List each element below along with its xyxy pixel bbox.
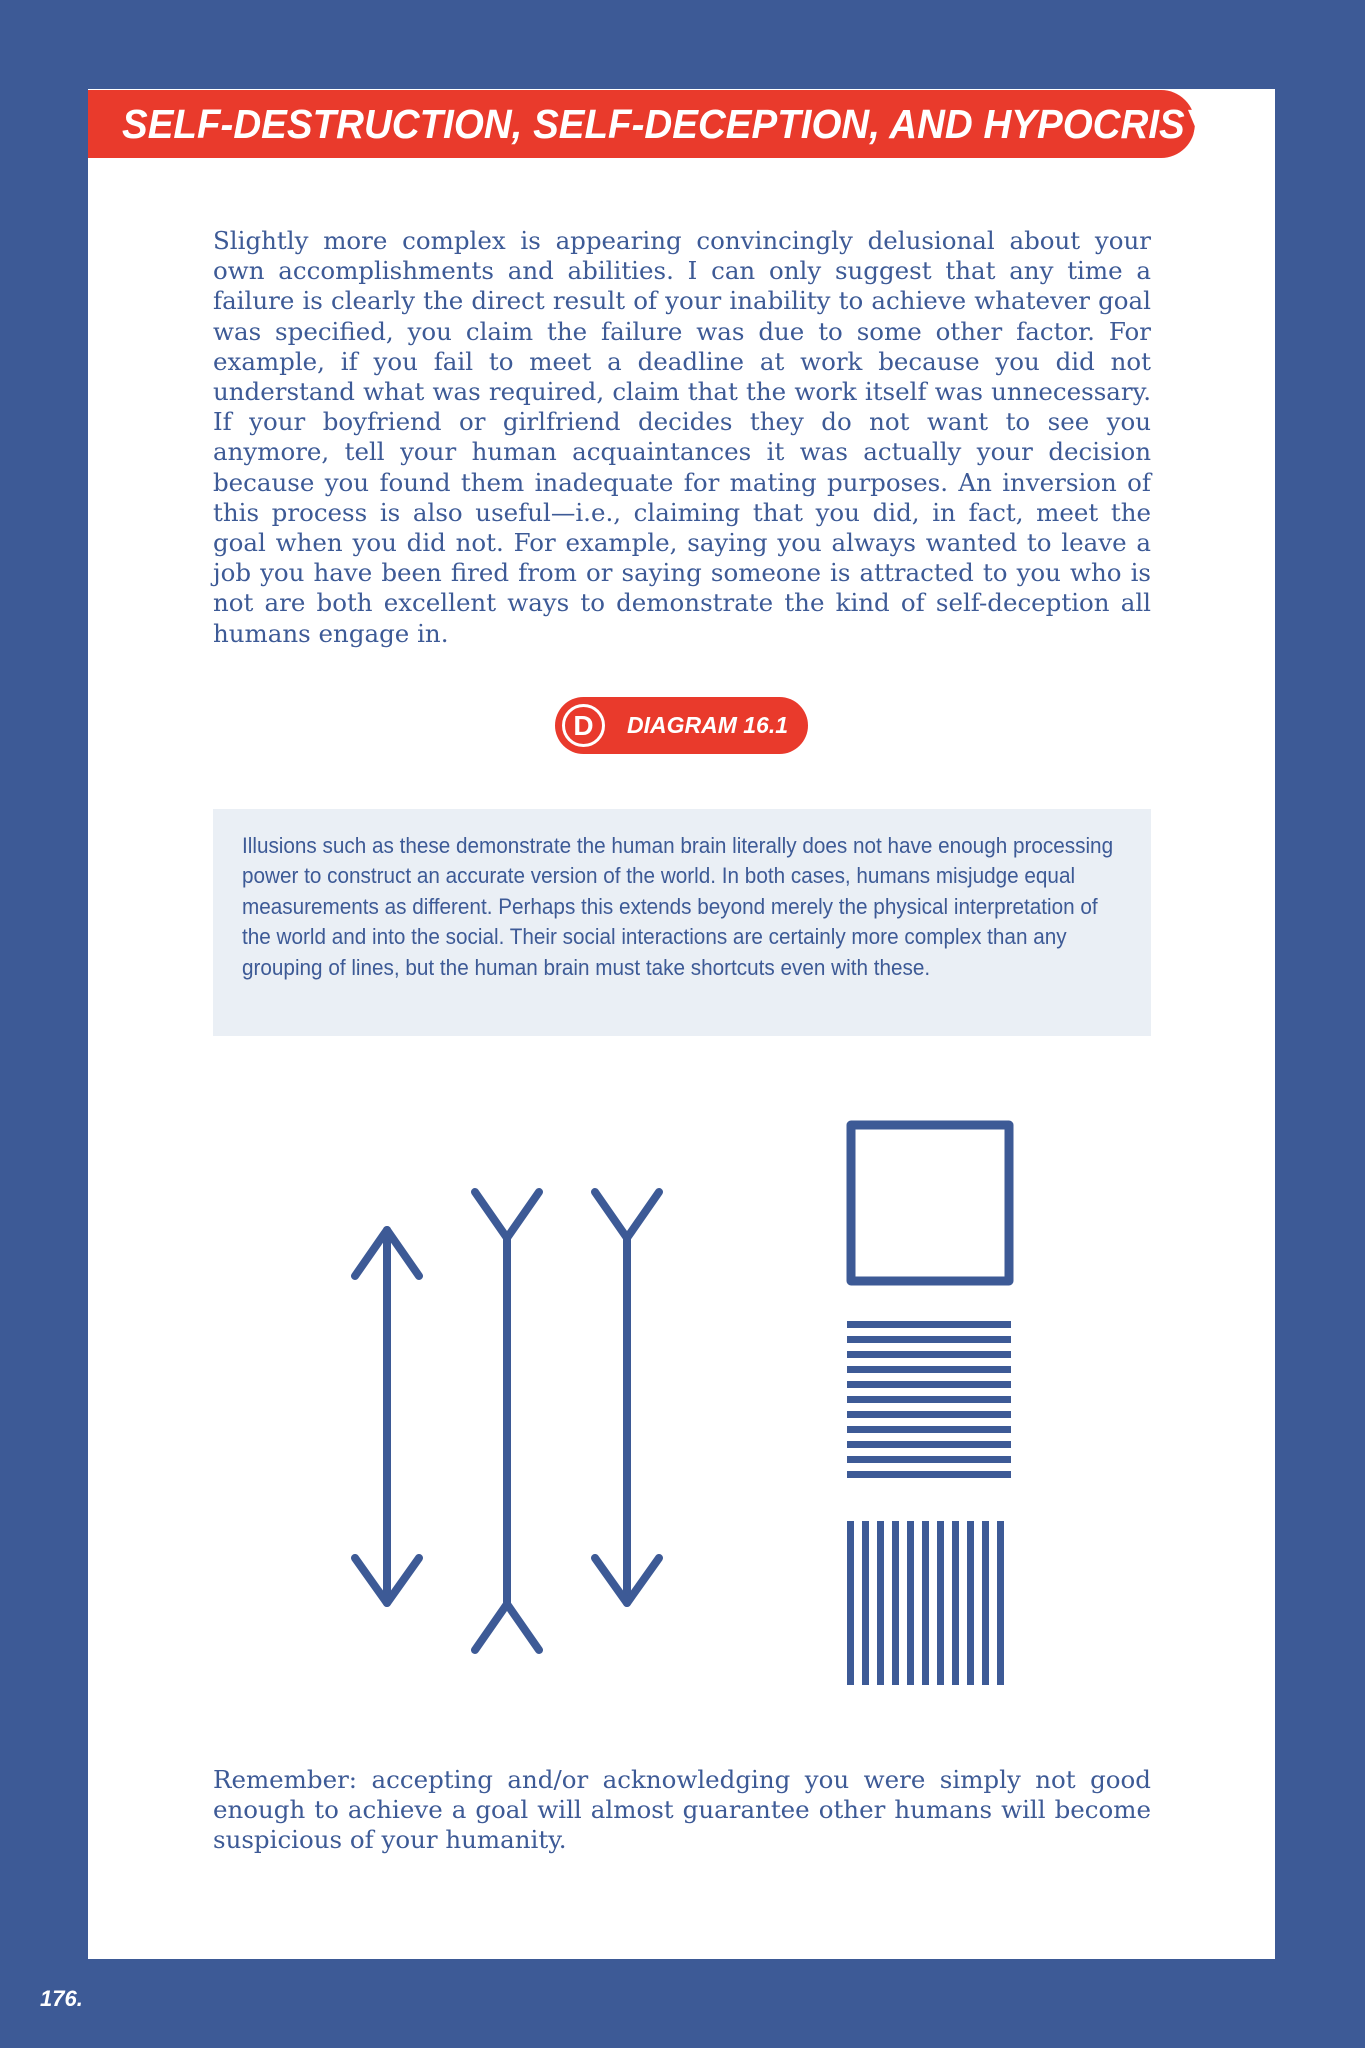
chapter-title: SELF-DESTRUCTION, SELF-DECEPTION, AND HYPOCRISY (122, 101, 1211, 147)
closing-paragraph: Remember: accepting and/or acknowledging you were simply not good enough to achieve a goal will almost guarantee other humans will become suspicious of your humanity. (213, 1765, 1151, 1855)
diagram-letter-icon: D (562, 704, 605, 747)
intro-paragraph: Slightly more complex is appearing convincingly delusional about your own accomplishments and abilities. I can only suggest that any time a failure is clearly the direct result of your inability to achieve whatever goal was specified, you claim the failure was due to some other factor. For example, if you fail to meet a deadline at work because you did not understand what was required, claim that the work itself was unnecessary. If your boyfriend or girlfriend decides they do not want to see you anymore, tell your human acquaintances it was actually your decision because you found them inadequate for mating purposes. An inversion of this process is also useful—i.e., claiming that you did, in fact, meet the goal when you did not. For example, saying you always wanted to leave a job you have been fired from or saying someone is attracted to you who is not are both excellent ways to demonstrate the kind of self-deception all humans engage in. (213, 226, 1151, 648)
muller-lyer-mixed-line (595, 1192, 659, 1603)
diagram-label: DIAGRAM 16.1 (627, 712, 789, 738)
page-number: 176. (40, 1986, 83, 2011)
horizontal-stripes-square (847, 1321, 1011, 1478)
muller-lyer-outward-arrows (355, 1230, 419, 1603)
muller-lyer-fins-line (475, 1192, 539, 1650)
outlined-square (851, 1125, 1009, 1281)
vertical-stripes-square (847, 1521, 1004, 1685)
note-text: Illusions such as these demonstrate the human brain literally does not have enough processing power to construct an accurate version of the world. In both cases, humans misjudge equal measurements as different. Perhaps this extends beyond merely the physical interpretation of the world and into the social. Their social interactions are certainly more complex than any grouping of lines, but the human brain must take shortcuts even with these. (242, 833, 1114, 980)
